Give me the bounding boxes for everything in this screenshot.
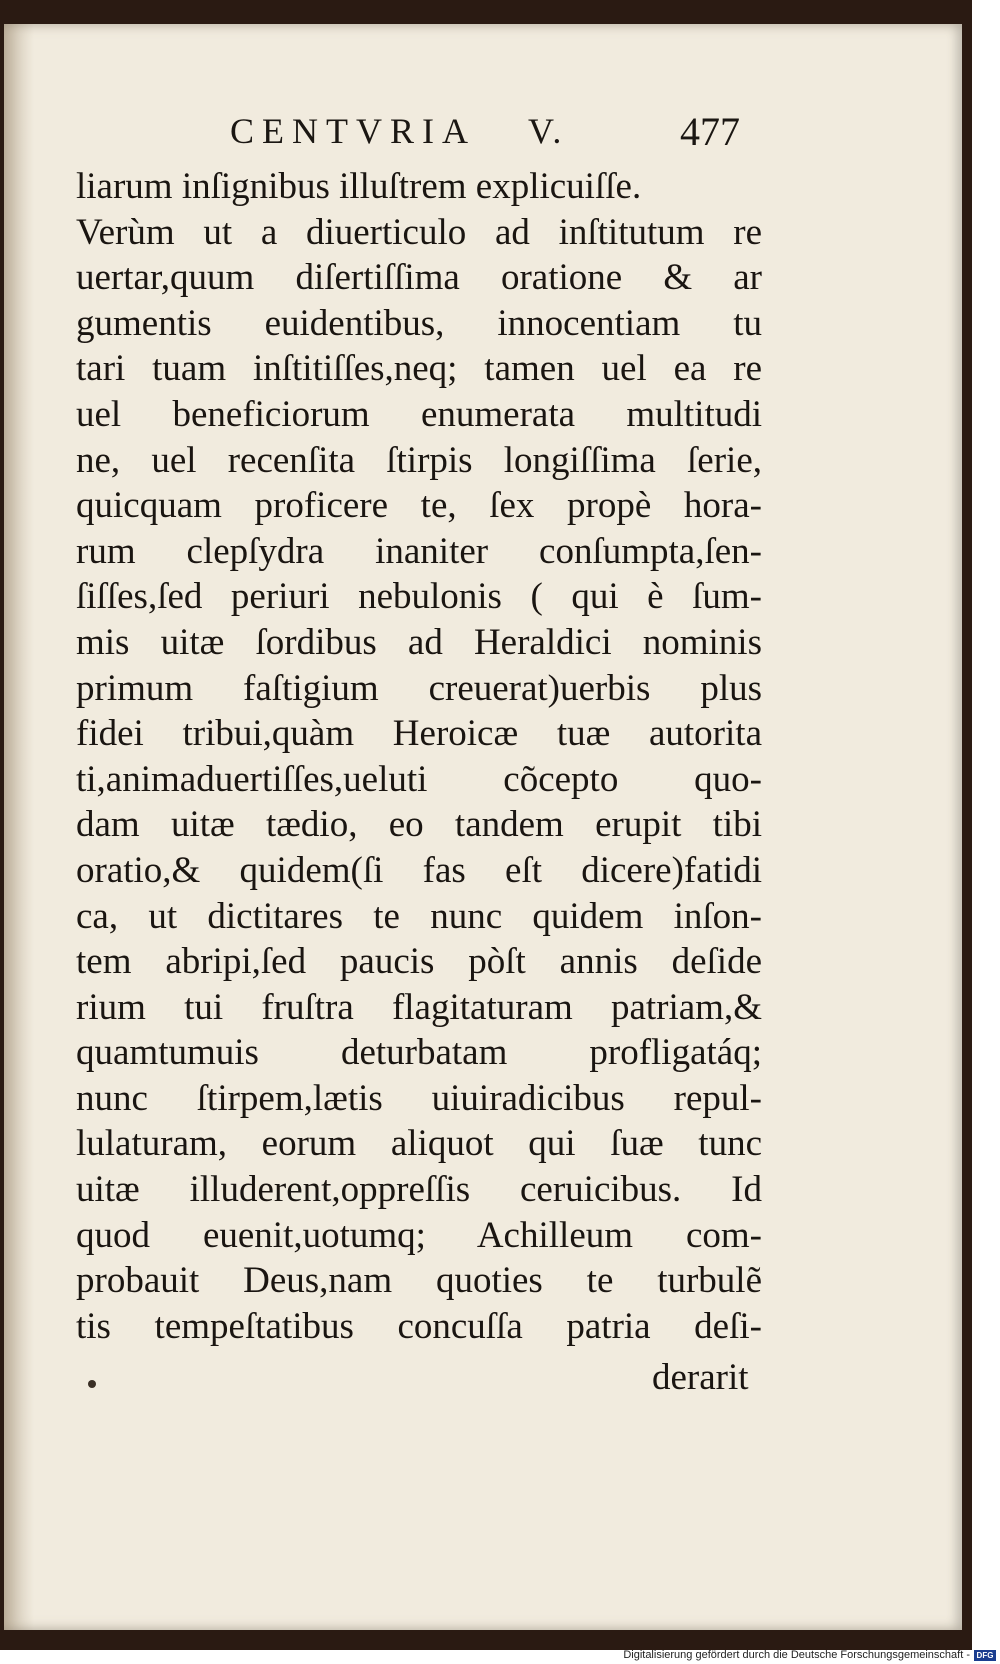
text-line: rium tui fruſtra flagitaturam patriam,& — [76, 986, 762, 1028]
page-number: 477 — [680, 109, 740, 154]
text-line: ſiſſes,ſed periuri nebulonis ( qui è ſum- — [76, 576, 762, 618]
text-line: lulaturam, eorum aliquot qui ſuæ tunc — [76, 1123, 762, 1165]
text-line: oratio,& quidem(ſi fas eſt dicere)fatidi — [76, 849, 762, 891]
ink-speck — [88, 1380, 96, 1388]
text-line: quicquam proficere te, ſex propè hora- — [76, 485, 762, 527]
text-line: tem abripi,ſed paucis pòſt annis deſide — [76, 941, 762, 983]
running-head — [4, 110, 962, 170]
text-line: quamtumuis deturbatam profligatáq; — [76, 1032, 762, 1074]
text-line: Verùm ut a diuerticulo ad inſtitutum re — [76, 211, 762, 253]
gutter-shadow — [4, 24, 34, 1630]
text-line: tari tuam inſtitiſſes,neq; tamen uel ea re — [76, 348, 762, 390]
text-line: ca, ut dictitares te nunc quidem inſon- — [76, 895, 762, 937]
text-line: mis uitæ ſordibus ad Heraldici nominis — [76, 621, 762, 663]
dfg-logo: DFG — [974, 1650, 996, 1661]
body-text — [76, 164, 776, 1349]
text-line: fidei tribui,quàm Heroicæ tuæ autorita — [76, 713, 762, 755]
digitization-credit: Digitalisierung gefördert durch die Deutsche Forschungsgemeinschaft - — [623, 1649, 970, 1661]
running-head-chapter: V. — [528, 111, 565, 151]
book-page — [4, 24, 962, 1630]
text-line: nunc ſtirpem,lætis uiuiradicibus repul- — [76, 1077, 762, 1119]
text-line: primum faſtigium creuerat)uerbis plus — [76, 667, 762, 709]
text-line: quod euenit,uotumq; Achilleum com- — [76, 1214, 762, 1256]
text-line: liarum inſignibus illuſtrem explicuiſſe. — [76, 166, 642, 207]
running-head-title: CENTVRIA — [230, 111, 476, 151]
text-line: tis tempeſtatibus concuſſa patria deſi- — [76, 1305, 762, 1347]
text-line: rum clepſydra inaniter conſumpta,ſen- — [76, 530, 762, 572]
text-line: ti,animaduertiſſes,ueluti cõcepto quo- — [76, 758, 762, 800]
text-line: uel beneficiorum enumerata multitudi — [76, 393, 762, 435]
text-line: gumentis euidentibus, innocentiam tu — [76, 302, 762, 344]
catchword: derarit — [652, 1357, 749, 1398]
text-line: uertar,quum diſertiſſima oratione & ar — [76, 257, 762, 299]
text-line: ne, uel recenſita ſtirpis longiſſima ſerie, — [76, 439, 762, 481]
text-line: probauit Deus,nam quoties te turbulẽ — [76, 1260, 762, 1302]
text-line: dam uitæ tædio, eo tandem erupit tibi — [76, 804, 762, 846]
text-line: uitæ illuderent,oppreſſis ceruicibus. Id — [76, 1169, 762, 1211]
